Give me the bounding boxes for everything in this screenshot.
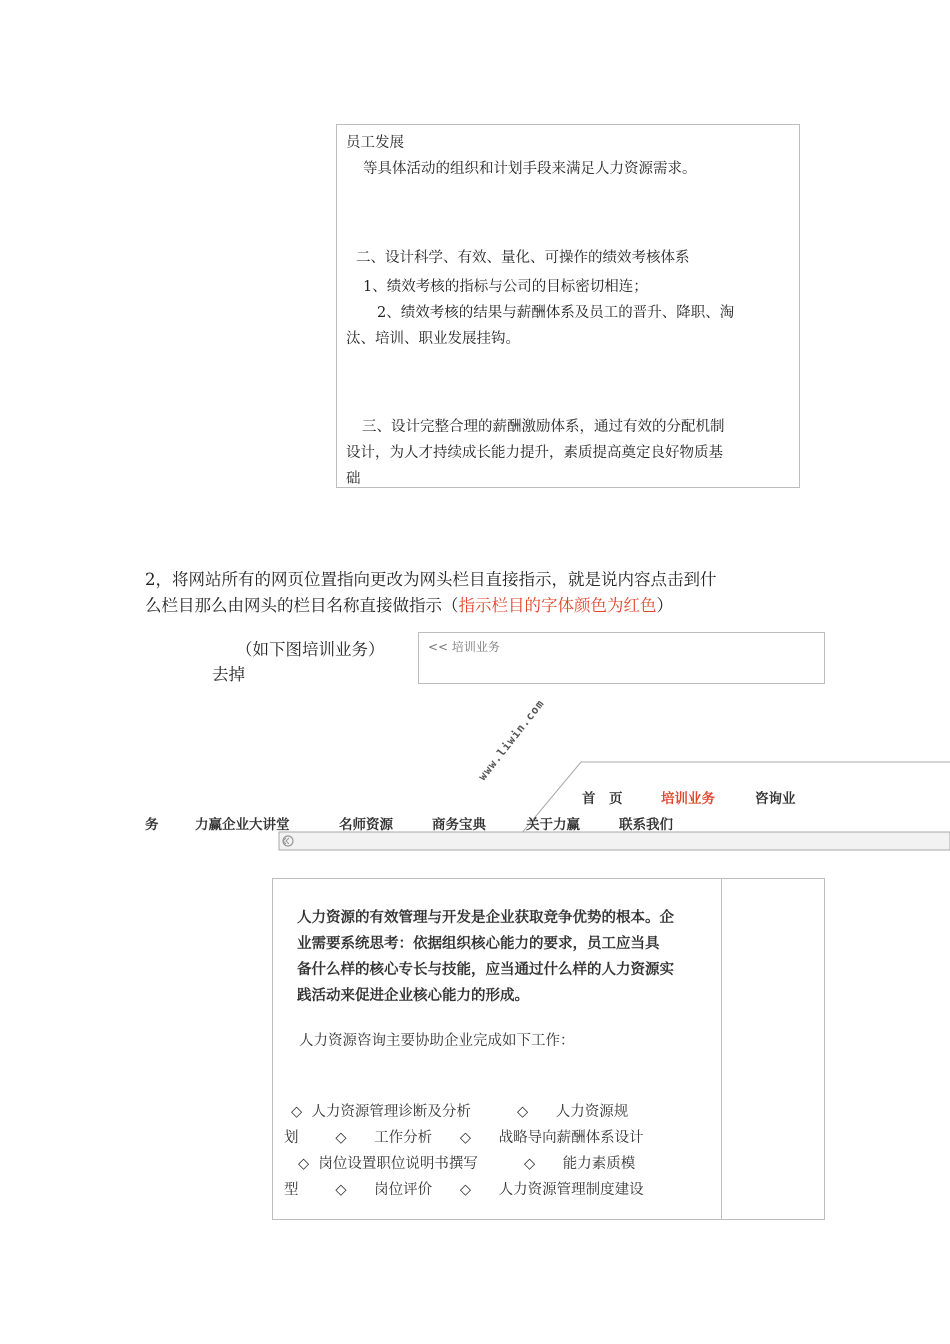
nav-item-consulting[interactable]: 咨询业	[755, 791, 796, 807]
content-list-line: 划 ◇ 工作分析 ◇ 战略导向薪酬体系设计	[284, 1130, 644, 1146]
box1-line: 员工发展	[346, 135, 404, 151]
content-intro: 人力资源咨询主要协助企业完成如下工作：	[299, 1033, 575, 1049]
box1-line: 2、绩效考核的结果与薪酬体系及员工的晋升、降职、淘	[377, 305, 735, 321]
content-divider	[721, 878, 722, 1219]
box1-line: 二、设计科学、有效、量化、可操作的绩效考核体系	[356, 250, 690, 266]
item2-red-text: 指示栏目的字体颜色为红色	[458, 596, 657, 615]
nav-item-business-guide[interactable]: 商务宝典	[432, 817, 486, 833]
content-list-line: ◇ 岗位设置职位说明书撰写 ◇ 能力素质模	[298, 1156, 636, 1172]
content-bold-line: 业需要系统思考：依据组织核心能力的要求，员工应当具	[297, 935, 660, 952]
nav-item-training[interactable]: 培训业务	[661, 791, 715, 807]
nav-item-about[interactable]: 关于力赢	[526, 817, 580, 833]
box1-line: 汰、培训、职业发展挂钩。	[346, 331, 520, 347]
breadcrumb[interactable]: << 培训业务	[428, 640, 500, 654]
box1-line: 等具体活动的组织和计划手段来满足人力资源需求。	[363, 161, 697, 177]
box1-line: 1、绩效考核的指标与公司的目标密切相连；	[363, 279, 648, 295]
content-bold-line: 备什么样的核心专长与技能，应当通过什么样的人力资源实	[297, 961, 674, 978]
nav-banner-graphic	[0, 740, 950, 855]
nav-item-lecture-hall[interactable]: 力赢企业大讲堂	[195, 817, 290, 833]
nav-item-consulting-wrap[interactable]: 务	[145, 817, 159, 833]
remove-label: 去掉	[212, 665, 245, 684]
box1-line: 础	[346, 471, 361, 487]
nav-item-home[interactable]: 首 页	[582, 791, 623, 807]
item2-line2-prefix: 么栏目那么由网头的栏目名称直接做指示（	[145, 596, 459, 615]
box1-line: 三、设计完整合理的薪酬激励体系，通过有效的分配机制	[362, 419, 725, 435]
item2-line2-suffix: ）	[656, 596, 673, 615]
item2-line1: 2，将网站所有的网页位置指向更改为网头栏目直接指示，就是说内容点击到什	[145, 570, 717, 589]
content-bold-line: 人力资源的有效管理与开发是企业获取竞争优势的根本。企	[297, 909, 674, 926]
example-label: （如下图培训业务）	[236, 640, 385, 659]
content-bold-line: 践活动来促进企业核心能力的形成。	[297, 987, 529, 1004]
box1-line: 设计，为人才持续成长能力提升，素质提高奠定良好物质基	[346, 445, 723, 461]
content-list-line: ◇ 人力资源管理诊断及分析 ◇ 人力资源规	[291, 1104, 629, 1120]
nav-item-teachers[interactable]: 名师资源	[339, 817, 393, 833]
nav-item-contact[interactable]: 联系我们	[619, 817, 673, 833]
item2-line2	[145, 592, 673, 616]
breadcrumb-box	[418, 632, 825, 684]
site-watermark: www.liwin.com	[475, 696, 548, 783]
content-list-line: 型 ◇ 岗位评价 ◇ 人力资源管理制度建设	[284, 1182, 644, 1198]
